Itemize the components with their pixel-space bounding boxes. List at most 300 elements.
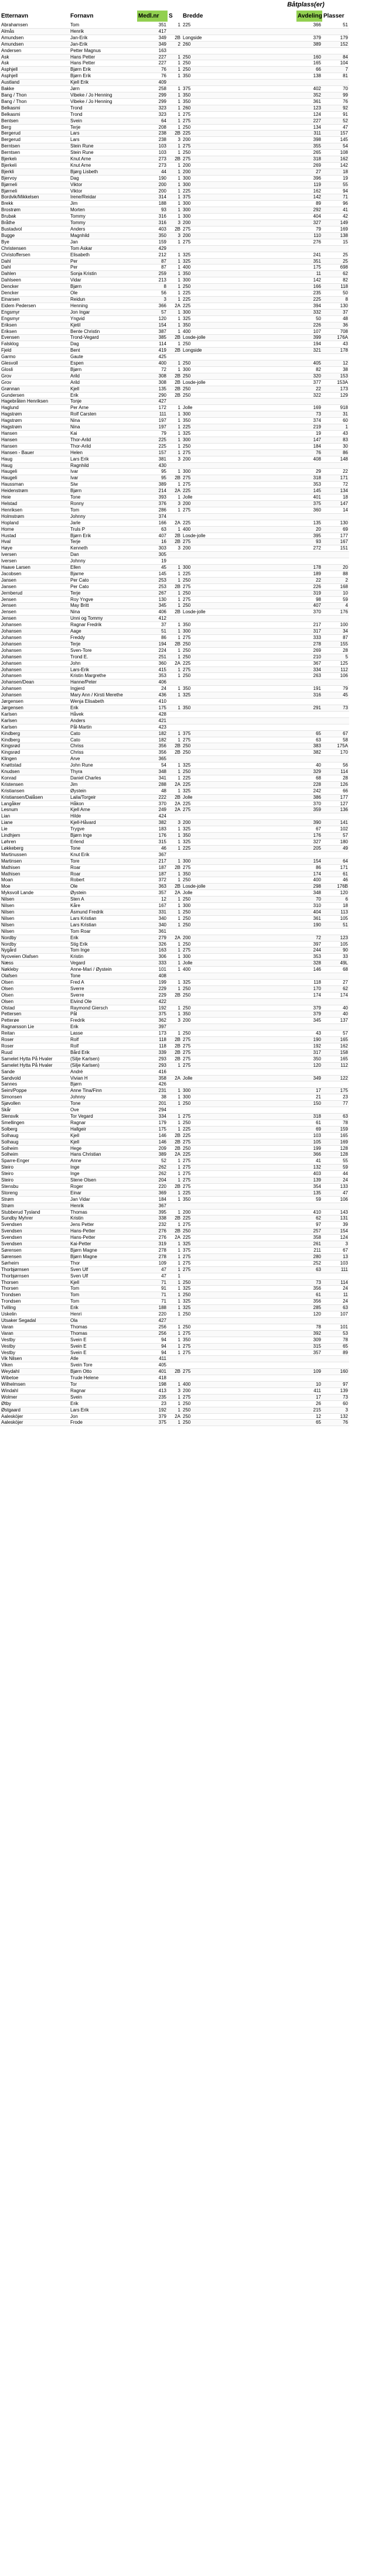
medl-nr-cell[interactable]: 227: [137, 60, 168, 67]
plasser-cell[interactable]: 101: [322, 1324, 349, 1330]
avdeling-cell[interactable]: 178: [296, 565, 322, 571]
etternavn-cell[interactable]: Falsklog: [0, 341, 69, 348]
s-cell[interactable]: 1: [168, 1420, 182, 1426]
bredde-cell[interactable]: 275: [182, 1158, 233, 1165]
bredde-cell[interactable]: 375: [182, 730, 233, 737]
plasser-cell[interactable]: 127: [322, 801, 349, 807]
bredde-cell[interactable]: [182, 711, 233, 717]
fornavn-cell[interactable]: Erik: [69, 1024, 137, 1031]
fornavn-cell[interactable]: Raymond Giersch: [69, 1005, 137, 1011]
etternavn-cell[interactable]: Jansen: [0, 577, 69, 583]
s-cell[interactable]: 2A: [168, 660, 182, 667]
bredde-cell[interactable]: 275: [182, 1056, 233, 1062]
blank-cell[interactable]: [233, 1049, 296, 1056]
blank-cell[interactable]: [233, 558, 296, 565]
plasser-cell[interactable]: 87: [322, 635, 349, 641]
bredde-cell[interactable]: 300: [182, 181, 233, 188]
fornavn-cell[interactable]: Henrik: [69, 1203, 137, 1209]
bredde-cell[interactable]: 325: [182, 826, 233, 833]
bredde-cell[interactable]: 300: [182, 437, 233, 443]
avdeling-cell[interactable]: 328: [296, 960, 322, 967]
medl-nr-cell[interactable]: 87: [137, 265, 168, 271]
fornavn-cell[interactable]: Bjørn: [69, 366, 137, 373]
s-cell[interactable]: 1: [168, 1279, 182, 1286]
blank-cell[interactable]: [233, 315, 296, 322]
blank-cell[interactable]: [233, 877, 296, 884]
avdeling-cell[interactable]: 93: [296, 539, 322, 545]
avdeling-cell[interactable]: 333: [296, 635, 322, 641]
plasser-cell[interactable]: [322, 552, 349, 558]
s-cell[interactable]: 1: [168, 673, 182, 679]
medl-nr-cell[interactable]: 249: [137, 807, 168, 813]
avdeling-cell[interactable]: 119: [296, 181, 322, 188]
avdeling-cell[interactable]: [296, 998, 322, 1005]
bredde-cell[interactable]: 250: [182, 60, 233, 67]
medl-nr-cell[interactable]: 419: [137, 348, 168, 354]
etternavn-cell[interactable]: Vestby: [0, 1343, 69, 1349]
plasser-cell[interactable]: 86: [322, 449, 349, 456]
etternavn-cell[interactable]: Trondsen: [0, 1299, 69, 1305]
etternavn-cell[interactable]: Olsen: [0, 992, 69, 998]
avdeling-cell[interactable]: 174: [296, 871, 322, 877]
fornavn-cell[interactable]: Johnny: [69, 1094, 137, 1101]
fornavn-cell[interactable]: Tone: [69, 845, 137, 851]
fornavn-cell[interactable]: Hans-Petter: [69, 1228, 137, 1235]
s-cell[interactable]: 2B: [168, 750, 182, 756]
medl-nr-cell[interactable]: 45: [137, 565, 168, 571]
s-cell[interactable]: [168, 717, 182, 724]
avdeling-cell[interactable]: 175: [296, 265, 322, 271]
plasser-cell[interactable]: 124: [322, 1235, 349, 1241]
s-cell[interactable]: 1: [168, 667, 182, 673]
bredde-cell[interactable]: 275: [182, 1330, 233, 1337]
avdeling-cell[interactable]: 19: [296, 431, 322, 437]
s-cell[interactable]: 1: [168, 98, 182, 105]
fornavn-cell[interactable]: Roar: [69, 871, 137, 877]
s-cell[interactable]: 1: [168, 469, 182, 475]
plasser-cell[interactable]: 94: [322, 188, 349, 194]
fornavn-cell[interactable]: Tom Inge: [69, 947, 137, 954]
s-cell[interactable]: 1: [168, 252, 182, 258]
etternavn-cell[interactable]: Bjerkelı: [0, 156, 69, 163]
medl-nr-cell[interactable]: 424: [137, 813, 168, 820]
avdeling-cell[interactable]: 357: [296, 1349, 322, 1356]
s-cell[interactable]: 2B: [168, 992, 182, 998]
medl-nr-cell[interactable]: 94: [137, 1343, 168, 1349]
medl-nr-cell[interactable]: 409: [137, 80, 168, 86]
blank-cell[interactable]: [233, 92, 296, 98]
plasser-cell[interactable]: 128: [322, 1145, 349, 1152]
fornavn-cell[interactable]: Erlend: [69, 839, 137, 846]
s-cell[interactable]: 1: [168, 105, 182, 111]
medl-nr-cell[interactable]: 163: [137, 47, 168, 54]
etternavn-cell[interactable]: Dahl: [0, 265, 69, 271]
avdeling-cell[interactable]: 103: [296, 1132, 322, 1139]
plasser-cell[interactable]: 177: [322, 533, 349, 539]
fornavn-cell[interactable]: Bjørn Erik: [69, 533, 137, 539]
etternavn-cell[interactable]: Almås: [0, 28, 69, 35]
blank-cell[interactable]: [233, 143, 296, 150]
bredde-cell[interactable]: 250: [182, 1145, 233, 1152]
avdeling-cell[interactable]: 360: [296, 507, 322, 513]
medl-nr-cell[interactable]: 356: [137, 743, 168, 750]
medl-nr-cell[interactable]: 334: [137, 1113, 168, 1119]
fornavn-cell[interactable]: Atle: [69, 1356, 137, 1362]
plasser-cell[interactable]: 25: [322, 258, 349, 265]
plasser-cell[interactable]: 84: [322, 54, 349, 60]
s-cell[interactable]: 1: [168, 1305, 182, 1311]
s-cell[interactable]: 1: [168, 526, 182, 533]
bredde-cell[interactable]: 200: [182, 500, 233, 507]
blank-cell[interactable]: [233, 692, 296, 699]
blank-cell[interactable]: [233, 1420, 296, 1426]
etternavn-cell[interactable]: Grov: [0, 379, 69, 386]
etternavn-cell[interactable]: Windahl: [0, 1387, 69, 1394]
s-cell[interactable]: 1: [168, 494, 182, 501]
avdeling-cell[interactable]: 86: [296, 864, 322, 871]
fornavn-cell[interactable]: Hege: [69, 1145, 137, 1152]
fornavn-cell[interactable]: Bjørn Magne: [69, 1253, 137, 1260]
fornavn-cell[interactable]: Sven Ulf: [69, 1266, 137, 1273]
avdeling-cell[interactable]: 261: [296, 1241, 322, 1248]
bredde-cell[interactable]: 200: [182, 169, 233, 175]
plasser-cell[interactable]: 28: [322, 775, 349, 781]
fornavn-cell[interactable]: Rolf Carsten: [69, 411, 137, 418]
fornavn-cell[interactable]: Henri: [69, 1311, 137, 1318]
s-cell[interactable]: 2A: [168, 488, 182, 494]
fornavn-cell[interactable]: Anne-Mari / Øystein: [69, 967, 137, 973]
etternavn-cell[interactable]: Vestby: [0, 1337, 69, 1343]
etternavn-cell[interactable]: Nilsen: [0, 903, 69, 909]
s-cell[interactable]: 1: [168, 1394, 182, 1400]
etternavn-cell[interactable]: Jensen: [0, 616, 69, 622]
avdeling-cell[interactable]: 67: [296, 826, 322, 833]
avdeling-cell[interactable]: 73: [296, 411, 322, 418]
s-cell[interactable]: [168, 80, 182, 86]
blank-cell[interactable]: [233, 686, 296, 692]
fornavn-cell[interactable]: Espen: [69, 360, 137, 367]
bredde-cell[interactable]: 350: [182, 98, 233, 105]
etternavn-cell[interactable]: Sørheim: [0, 1260, 69, 1266]
medl-nr-cell[interactable]: 63: [137, 526, 168, 533]
avdeling-cell[interactable]: [296, 756, 322, 763]
bredde-cell[interactable]: 225: [182, 424, 233, 431]
fornavn-cell[interactable]: Lars Erik: [69, 456, 137, 462]
fornavn-cell[interactable]: Stig Erik: [69, 941, 137, 947]
plasser-cell[interactable]: [322, 1273, 349, 1279]
s-cell[interactable]: 2B: [168, 864, 182, 871]
avdeling-cell[interactable]: 327: [296, 220, 322, 226]
s-cell[interactable]: 1: [168, 730, 182, 737]
s-cell[interactable]: 1: [168, 296, 182, 303]
blank-cell[interactable]: [233, 379, 296, 386]
plasser-cell[interactable]: 153A: [322, 379, 349, 386]
fornavn-cell[interactable]: Jan-Erik: [69, 35, 137, 41]
medl-nr-cell[interactable]: 361: [137, 928, 168, 935]
avdeling-cell[interactable]: 89: [296, 201, 322, 207]
avdeling-cell[interactable]: 242: [296, 788, 322, 794]
avdeling-cell[interactable]: [296, 552, 322, 558]
avdeling-cell[interactable]: [296, 47, 322, 54]
fornavn-cell[interactable]: Anders: [69, 717, 137, 724]
fornavn-cell[interactable]: Roar: [69, 864, 137, 871]
s-cell[interactable]: 2B: [168, 539, 182, 545]
bredde-cell[interactable]: 250: [182, 1311, 233, 1318]
s-cell[interactable]: 1: [168, 405, 182, 411]
plasser-cell[interactable]: 50: [322, 290, 349, 297]
etternavn-cell[interactable]: Lian: [0, 813, 69, 820]
etternavn-cell[interactable]: Haug: [0, 456, 69, 462]
plasser-cell[interactable]: 141: [322, 820, 349, 826]
bredde-cell[interactable]: 250: [182, 654, 233, 660]
medl-nr-cell[interactable]: 232: [137, 1222, 168, 1228]
blank-cell[interactable]: [233, 1018, 296, 1024]
etternavn-cell[interactable]: Wolmer: [0, 1394, 69, 1400]
bredde-cell[interactable]: 225: [182, 1152, 233, 1158]
s-cell[interactable]: 2B: [168, 1043, 182, 1050]
bredde-cell[interactable]: 275: [182, 1049, 233, 1056]
plasser-cell[interactable]: 30: [322, 443, 349, 449]
medl-nr-cell[interactable]: 225: [137, 437, 168, 443]
avdeling-cell[interactable]: 17: [296, 1394, 322, 1400]
avdeling-cell[interactable]: [296, 1081, 322, 1088]
medl-nr-cell[interactable]: 403: [137, 226, 168, 233]
etternavn-cell[interactable]: Thorsen: [0, 1279, 69, 1286]
avdeling-cell[interactable]: 29: [296, 469, 322, 475]
medl-nr-cell[interactable]: 299: [137, 98, 168, 105]
avdeling-cell[interactable]: [296, 513, 322, 520]
etternavn-cell[interactable]: Bang / Thon: [0, 92, 69, 98]
bredde-cell[interactable]: 225: [182, 775, 233, 781]
bredde-cell[interactable]: 275: [182, 1171, 233, 1177]
plasser-cell[interactable]: 153: [322, 373, 349, 379]
fornavn-cell[interactable]: Kjell: [69, 1279, 137, 1286]
bredde-cell[interactable]: 300: [182, 628, 233, 635]
s-cell[interactable]: 2B: [168, 35, 182, 41]
fornavn-cell[interactable]: Trygve: [69, 826, 137, 833]
medl-nr-cell[interactable]: 430: [137, 462, 168, 469]
fornavn-cell[interactable]: Jan: [69, 239, 137, 245]
etternavn-cell[interactable]: Garmo: [0, 354, 69, 360]
etternavn-cell[interactable]: Solheim: [0, 1152, 69, 1158]
plasser-cell[interactable]: 105: [322, 941, 349, 947]
medl-nr-cell[interactable]: 57: [137, 309, 168, 315]
blank-cell[interactable]: [233, 1196, 296, 1203]
s-cell[interactable]: 1: [168, 1286, 182, 1292]
medl-nr-cell[interactable]: 338: [137, 1215, 168, 1222]
plasser-cell[interactable]: 13: [322, 1253, 349, 1260]
s-cell[interactable]: 1: [168, 1222, 182, 1228]
etternavn-cell[interactable]: Henriksen: [0, 507, 69, 513]
etternavn-cell[interactable]: Hagstrøm: [0, 418, 69, 424]
avdeling-cell[interactable]: 190: [296, 1037, 322, 1043]
bredde-cell[interactable]: 275: [182, 667, 233, 673]
header-avdeling[interactable]: Avdeling: [296, 11, 322, 22]
blank-cell[interactable]: [233, 73, 296, 80]
etternavn-cell[interactable]: Svendsen: [0, 1228, 69, 1235]
bredde-cell[interactable]: 325: [182, 763, 233, 769]
medl-nr-cell[interactable]: 305: [137, 552, 168, 558]
bredde-cell[interactable]: 250: [182, 1400, 233, 1407]
fornavn-cell[interactable]: Ragnar Fredrik: [69, 622, 137, 628]
fornavn-cell[interactable]: Per: [69, 258, 137, 265]
s-cell[interactable]: 1: [168, 603, 182, 609]
bredde-cell[interactable]: 300: [182, 175, 233, 181]
medl-nr-cell[interactable]: 238: [137, 137, 168, 143]
plasser-cell[interactable]: 151: [322, 545, 349, 552]
s-cell[interactable]: [168, 711, 182, 717]
fornavn-cell[interactable]: Elisabeth: [69, 252, 137, 258]
etternavn-cell[interactable]: Sandvold: [0, 1075, 69, 1081]
s-cell[interactable]: 1: [168, 1260, 182, 1266]
fornavn-cell[interactable]: Helen: [69, 449, 137, 456]
etternavn-cell[interactable]: Seim/Poppe: [0, 1088, 69, 1094]
plasser-cell[interactable]: 176A: [322, 335, 349, 341]
plasser-cell[interactable]: 136: [322, 807, 349, 813]
s-cell[interactable]: 2B: [168, 609, 182, 616]
avdeling-cell[interactable]: 353: [296, 482, 322, 488]
blank-cell[interactable]: [233, 954, 296, 960]
fornavn-cell[interactable]: Ellen: [69, 565, 137, 571]
bredde-cell[interactable]: 350: [182, 871, 233, 877]
bredde-cell[interactable]: Jolle: [182, 494, 233, 501]
avdeling-cell[interactable]: 72: [296, 935, 322, 941]
medl-nr-cell[interactable]: 94: [137, 1337, 168, 1343]
fornavn-cell[interactable]: Kjell Arne: [69, 807, 137, 813]
bredde-cell[interactable]: 300: [182, 469, 233, 475]
etternavn-cell[interactable]: Tvilling: [0, 1305, 69, 1311]
medl-nr-cell[interactable]: 427: [137, 1317, 168, 1324]
blank-cell[interactable]: [233, 137, 296, 143]
plasser-cell[interactable]: 70: [322, 86, 349, 92]
bredde-cell[interactable]: 275: [182, 1037, 233, 1043]
avdeling-cell[interactable]: 272: [296, 545, 322, 552]
avdeling-cell[interactable]: 389: [296, 41, 322, 47]
plasser-cell[interactable]: 73: [322, 705, 349, 711]
avdeling-cell[interactable]: [296, 711, 322, 717]
bredde-cell[interactable]: [182, 47, 233, 54]
avdeling-cell[interactable]: 265: [296, 150, 322, 156]
fornavn-cell[interactable]: Terje: [69, 590, 137, 596]
etternavn-cell[interactable]: Johansen: [0, 647, 69, 654]
medl-nr-cell[interactable]: 76: [137, 73, 168, 80]
blank-cell[interactable]: [233, 175, 296, 181]
fornavn-cell[interactable]: Johnny: [69, 558, 137, 565]
blank-cell[interactable]: [233, 207, 296, 214]
s-cell[interactable]: 1: [168, 328, 182, 335]
etternavn-cell[interactable]: Jensen: [0, 603, 69, 609]
bredde-cell[interactable]: 325: [182, 315, 233, 322]
plasser-cell[interactable]: 165: [322, 1132, 349, 1139]
bredde-cell[interactable]: 225: [182, 845, 233, 851]
blank-cell[interactable]: [233, 1011, 296, 1018]
bredde-cell[interactable]: 250: [182, 647, 233, 654]
medl-nr-cell[interactable]: 411: [137, 1356, 168, 1362]
fornavn-cell[interactable]: Hans-Petter: [69, 1235, 137, 1241]
plasser-cell[interactable]: 175A: [322, 743, 349, 750]
fornavn-cell[interactable]: Pål: [69, 1011, 137, 1018]
blank-cell[interactable]: [233, 150, 296, 156]
s-cell[interactable]: 1: [168, 1382, 182, 1388]
etternavn-cell[interactable]: Hansen: [0, 431, 69, 437]
blank-cell[interactable]: [233, 935, 296, 941]
medl-nr-cell[interactable]: 16: [137, 539, 168, 545]
s-cell[interactable]: 2B: [168, 1037, 182, 1043]
fornavn-cell[interactable]: Tor: [69, 1382, 137, 1388]
s-cell[interactable]: 1: [168, 1190, 182, 1196]
avdeling-cell[interactable]: 263: [296, 673, 322, 679]
etternavn-cell[interactable]: Nilsen: [0, 922, 69, 928]
blank-cell[interactable]: [233, 526, 296, 533]
blank-cell[interactable]: [233, 788, 296, 794]
bredde-cell[interactable]: 275: [182, 1222, 233, 1228]
fornavn-cell[interactable]: Stein Rune: [69, 150, 137, 156]
bredde-cell[interactable]: [182, 1024, 233, 1031]
medl-nr-cell[interactable]: 76: [137, 67, 168, 73]
fornavn-cell[interactable]: Petter Magnus: [69, 47, 137, 54]
avdeling-cell[interactable]: 269: [296, 162, 322, 169]
blank-cell[interactable]: [233, 1165, 296, 1171]
bredde-cell[interactable]: 275: [182, 583, 233, 590]
blank-cell[interactable]: [233, 1248, 296, 1254]
s-cell[interactable]: 2B: [168, 1183, 182, 1190]
plasser-cell[interactable]: 10: [322, 590, 349, 596]
bredde-cell[interactable]: Jolle: [182, 794, 233, 801]
bredde-cell[interactable]: 250: [182, 1292, 233, 1299]
bredde-cell[interactable]: 275: [182, 1113, 233, 1119]
avdeling-cell[interactable]: 61: [296, 1292, 322, 1299]
s-cell[interactable]: 1: [168, 590, 182, 596]
medl-nr-cell[interactable]: 173: [137, 1031, 168, 1037]
plasser-cell[interactable]: 176B: [322, 884, 349, 890]
blank-cell[interactable]: [233, 590, 296, 596]
etternavn-cell[interactable]: Jansen: [0, 583, 69, 590]
s-cell[interactable]: 1: [168, 309, 182, 315]
bredde-cell[interactable]: [182, 1081, 233, 1088]
plasser-cell[interactable]: 99: [322, 92, 349, 98]
blank-cell[interactable]: [233, 354, 296, 360]
medl-nr-cell[interactable]: 3: [137, 296, 168, 303]
avdeling-cell[interactable]: 394: [296, 303, 322, 309]
etternavn-cell[interactable]: Varan: [0, 1324, 69, 1330]
plasser-cell[interactable]: [322, 1375, 349, 1382]
s-cell[interactable]: 1: [168, 565, 182, 571]
fornavn-cell[interactable]: Chriss: [69, 750, 137, 756]
avdeling-cell[interactable]: 404: [296, 909, 322, 915]
etternavn-cell[interactable]: Engsmyr: [0, 309, 69, 315]
blank-cell[interactable]: [233, 705, 296, 711]
s-cell[interactable]: 1: [168, 985, 182, 992]
avdeling-cell[interactable]: 298: [296, 884, 322, 890]
s-cell[interactable]: 1: [168, 1165, 182, 1171]
medl-nr-cell[interactable]: 408: [137, 973, 168, 980]
medl-nr-cell[interactable]: 220: [137, 1311, 168, 1318]
bredde-cell[interactable]: Jolle: [182, 405, 233, 411]
avdeling-cell[interactable]: 219: [296, 424, 322, 431]
blank-cell[interactable]: [233, 813, 296, 820]
s-cell[interactable]: 1: [168, 1343, 182, 1349]
bredde-cell[interactable]: Losde-jolle: [182, 533, 233, 539]
avdeling-cell[interactable]: 408: [296, 456, 322, 462]
plasser-cell[interactable]: 72: [322, 482, 349, 488]
blank-cell[interactable]: [233, 1222, 296, 1228]
etternavn-cell[interactable]: Langåker: [0, 801, 69, 807]
plasser-cell[interactable]: 36: [322, 322, 349, 328]
s-cell[interactable]: [168, 462, 182, 469]
s-cell[interactable]: 1: [168, 877, 182, 884]
plasser-cell[interactable]: [322, 399, 349, 405]
plasser-cell[interactable]: 139: [322, 1387, 349, 1394]
